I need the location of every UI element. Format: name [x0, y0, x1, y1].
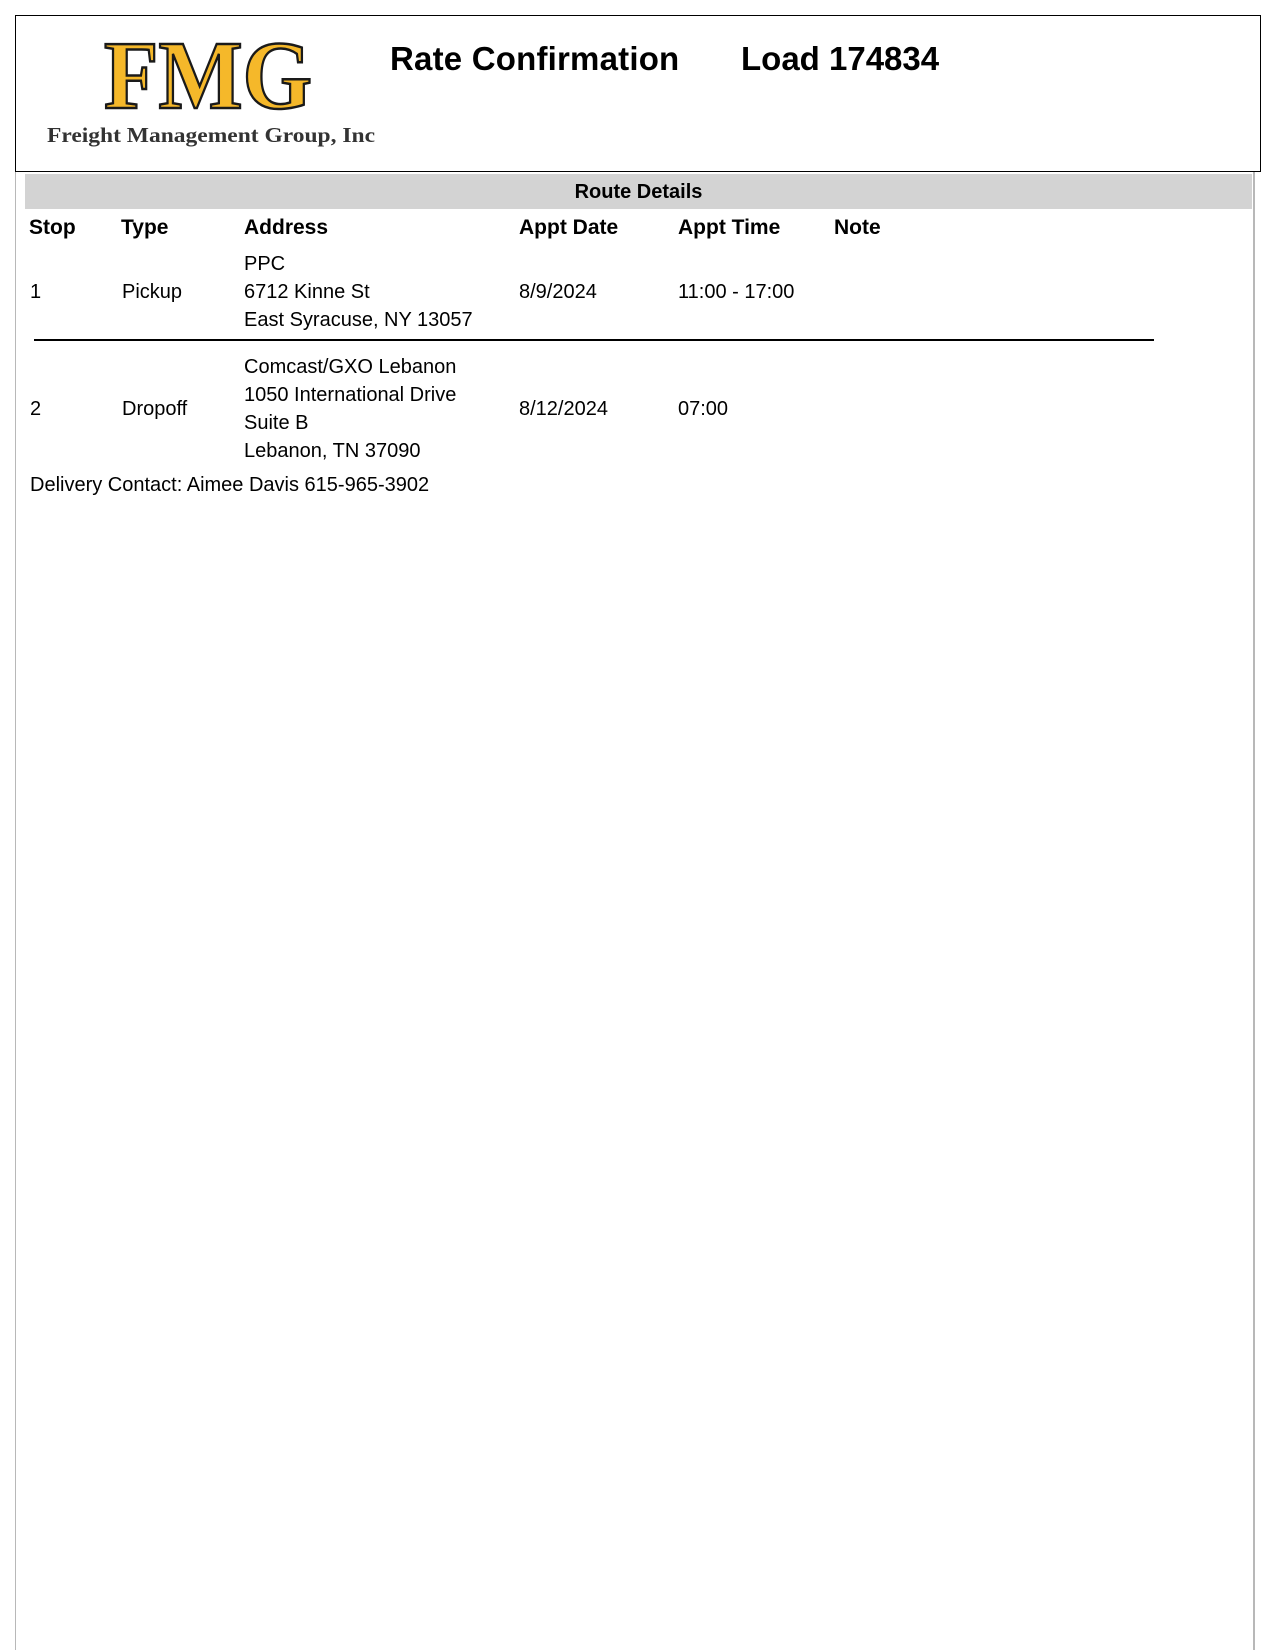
column-header-note: Note	[834, 216, 881, 239]
address-line: Comcast/GXO Lebanon	[244, 356, 457, 378]
document-title: Rate Confirmation	[390, 40, 680, 77]
route-details-header: Route Details	[25, 174, 1252, 209]
appt-time: 11:00 - 17:00	[678, 281, 795, 303]
address-line: East Syracuse, NY 13057	[244, 309, 473, 331]
stop-number: 1	[30, 281, 42, 303]
address-line: PPC	[244, 253, 286, 275]
address-line: Lebanon, TN 37090	[244, 440, 421, 462]
stop-type: Pickup	[122, 281, 183, 303]
column-header-address: Address	[244, 216, 329, 239]
appt-date: 8/9/2024	[519, 281, 597, 303]
load-number: Load 174834	[741, 40, 940, 77]
address-line: Suite B	[244, 412, 309, 434]
stop-number: 2	[30, 398, 42, 420]
address-line: 1050 International Drive	[244, 384, 457, 406]
appt-date: 8/12/2024	[519, 398, 608, 420]
stop-type: Dropoff	[122, 398, 188, 420]
stop-address	[244, 353, 456, 465]
delivery-contact: Delivery Contact: Aimee Davis 615-965-3902	[30, 474, 430, 496]
appt-time: 07:00	[678, 398, 729, 420]
column-header-type: Type	[121, 216, 169, 239]
page-frame	[15, 172, 1255, 1650]
address-line: 6712 Kinne St	[244, 281, 370, 303]
column-header-appt-date: Appt Date	[519, 216, 619, 239]
column-header-appt-time: Appt Time	[678, 216, 781, 239]
column-header-stop: Stop	[29, 216, 76, 239]
fmg-logo	[30, 18, 390, 148]
row-divider	[34, 339, 1154, 341]
stop-address	[244, 250, 473, 334]
logo-letters: FMG	[104, 22, 312, 130]
logo-company-name: Freight Management Group, Inc	[47, 123, 375, 147]
